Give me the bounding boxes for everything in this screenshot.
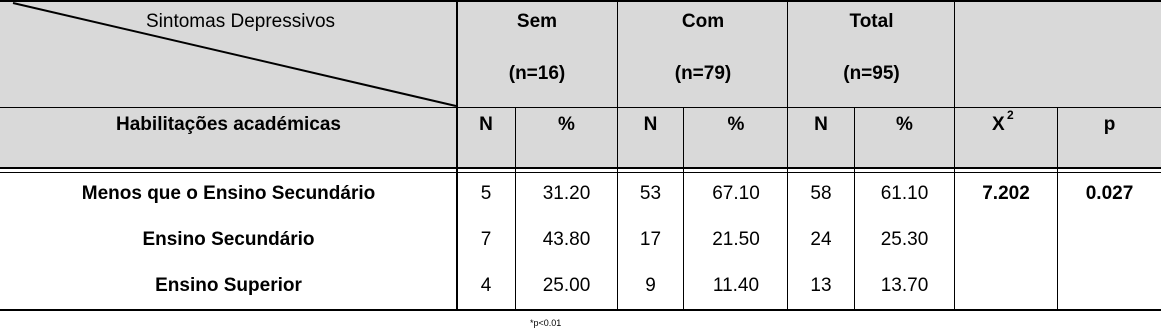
subheader-pct-total: % bbox=[896, 114, 913, 135]
footnote: *p<0.01 bbox=[530, 318, 562, 328]
cell-r2-com-n: 17 bbox=[639, 229, 662, 250]
cell-r1-sem-pct: 31.20 bbox=[542, 183, 591, 204]
cell-r3-sem-n: 4 bbox=[480, 275, 492, 296]
subheader-pct-sem: % bbox=[558, 114, 575, 135]
group-header-sem: Sem bbox=[516, 11, 558, 32]
cell-r1-com-n: 53 bbox=[639, 183, 662, 204]
row-label-secundario: Ensino Secundário bbox=[142, 229, 315, 250]
group-n-sem: (n=16) bbox=[508, 63, 566, 84]
p-value: 0.027 bbox=[1085, 183, 1134, 204]
cell-r3-com-pct: 11.40 bbox=[712, 275, 760, 296]
cell-r2-sem-n: 7 bbox=[480, 229, 492, 250]
chi-square-exponent: 2 bbox=[1007, 108, 1014, 122]
row-header-label: Habilitações académicas bbox=[116, 114, 341, 135]
cell-r3-total-n: 13 bbox=[810, 275, 832, 296]
group-header-com: Com bbox=[681, 11, 725, 32]
diagonal-header-label: Sintomas Depressivos bbox=[146, 11, 336, 32]
subheader-n-total: N bbox=[814, 114, 828, 135]
group-header-total: Total bbox=[849, 11, 894, 32]
cell-r3-com-n: 9 bbox=[645, 275, 656, 296]
subheader-p: p bbox=[1103, 114, 1116, 135]
chi-square-symbol: X bbox=[992, 114, 1005, 135]
subheader-n-com: N bbox=[643, 114, 658, 135]
cell-r1-total-pct: 61.10 bbox=[880, 183, 929, 204]
group-n-total: (n=95) bbox=[843, 63, 900, 84]
cell-r2-total-pct: 25.30 bbox=[880, 229, 929, 250]
cell-r3-total-pct: 13.70 bbox=[880, 275, 929, 296]
cell-r2-com-pct: 21.50 bbox=[712, 229, 760, 250]
row-label-superior: Ensino Superior bbox=[155, 275, 302, 296]
cell-r2-total-n: 24 bbox=[810, 229, 832, 250]
chi-square-value: 7.202 bbox=[982, 183, 1030, 204]
cell-r1-sem-n: 5 bbox=[480, 183, 492, 204]
cell-r1-com-pct: 67.10 bbox=[712, 183, 760, 204]
row-label-menos-secundario: Menos que o Ensino Secundário bbox=[81, 183, 376, 204]
subheader-chi-square bbox=[992, 114, 1005, 136]
group-n-com: (n=79) bbox=[674, 63, 732, 84]
cell-r3-sem-pct: 25.00 bbox=[542, 275, 591, 296]
subheader-n-sem: N bbox=[479, 114, 493, 135]
subheader-pct-com: % bbox=[727, 114, 745, 135]
cell-r1-total-n: 58 bbox=[810, 183, 832, 204]
cell-r2-sem-pct: 43.80 bbox=[542, 229, 591, 250]
